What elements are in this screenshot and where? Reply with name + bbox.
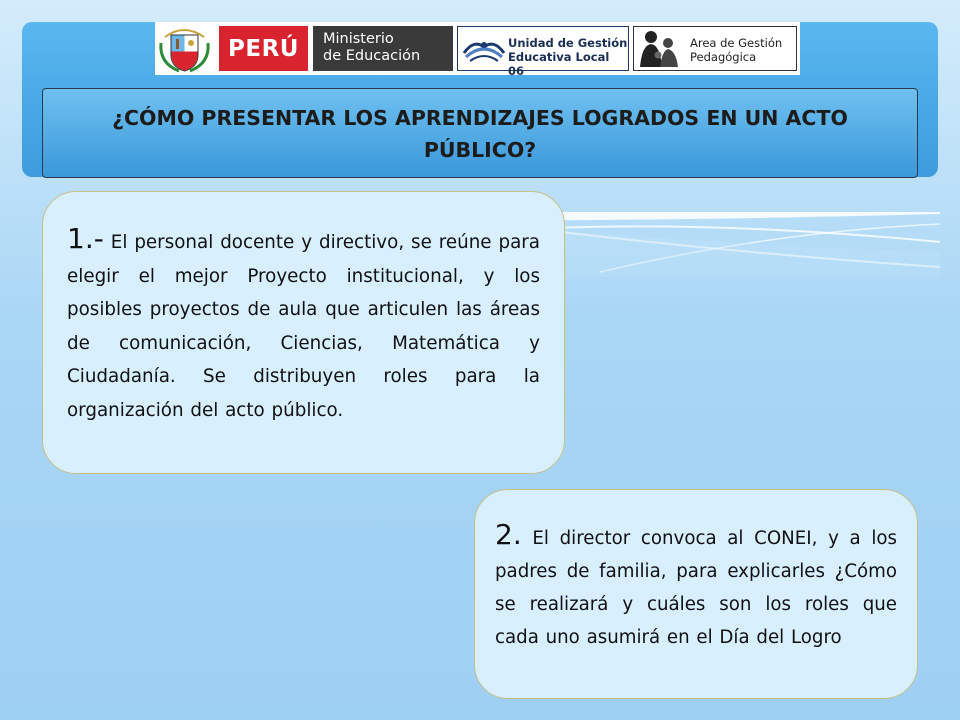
step-2-card	[474, 489, 918, 699]
ugel-line2: Educativa Local 06	[508, 50, 610, 78]
family-silhouette-icon	[636, 29, 682, 69]
page-title: ¿CÓMO PRESENTAR LOS APRENDIZAJES LOGRADOS EN UN ACTO PÚBLICO?	[112, 106, 848, 162]
coat-of-arms-icon	[157, 23, 212, 74]
ministerio-line2: de Educación	[323, 48, 421, 64]
handshake-icon	[460, 31, 508, 67]
step-1-paragraph	[67, 222, 540, 427]
logo-bar	[155, 22, 800, 78]
ugel-line1: Unidad de Gestión	[508, 36, 628, 50]
ministerio-line1: Ministerio	[323, 31, 394, 47]
area-line1: Area de Gestión	[690, 36, 783, 50]
title-banner	[42, 88, 918, 178]
peru-logo: PERÚ	[219, 26, 308, 71]
step-2-number: 2.	[495, 518, 522, 551]
ministerio-logo	[313, 26, 453, 71]
step-1-card	[42, 191, 565, 474]
area-line2: Pedagógica	[690, 50, 757, 64]
ugel-logo	[457, 26, 629, 78]
step-1-number: 1.-	[67, 222, 104, 255]
area-logo	[633, 26, 797, 71]
step-2-paragraph	[495, 518, 897, 654]
step-1-text: El personal docente y directivo, se reúne para elegir el mejor Proyecto institucional, y los posibles proyectos de aula que articulen las áreas de comunicación, Ciencias, Matemática y Ciudadanía. Se distribuyen roles para la organización del acto público.	[67, 232, 540, 421]
step-2-text: El director convoca al CONEI, y a los padres de familia, para explicarles ¿Cómo se realizará y cuáles son los roles que cada uno asumirá en el Día del Logro	[495, 528, 897, 648]
